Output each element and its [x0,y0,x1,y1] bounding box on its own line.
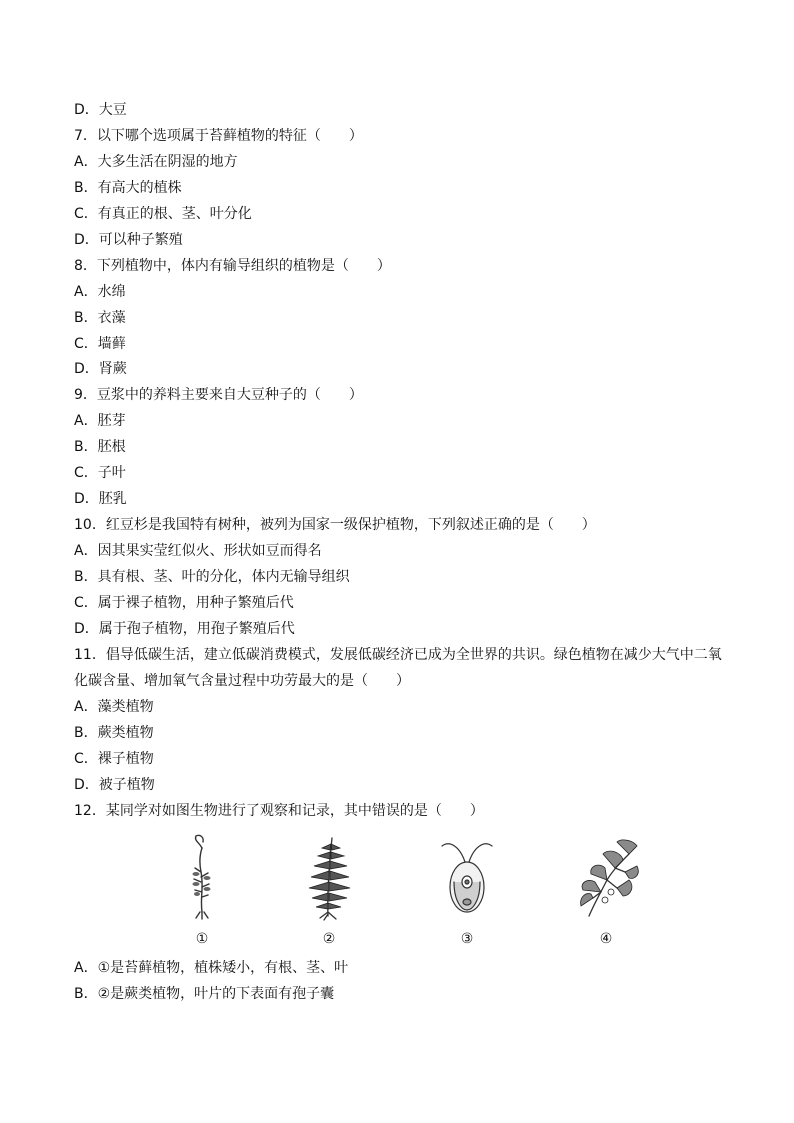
question-12: 12．某同学对如图生物进行了观察和记录，其中错误的是（ ） [74,803,484,819]
option-line: A．因其果实莹红似火、形状如豆而得名 [74,543,322,559]
option-line: D．被子植物 [74,777,155,793]
question-8: 8．下列植物中，体内有输导组织的植物是（ ） [74,258,391,274]
figure-1 [147,832,257,952]
chlamydomonas-algae-icon [432,832,502,922]
option-line: A．①是苔藓植物，植株矮小，有根、茎、叶 [74,960,349,976]
option-line: D．可以种子繁殖 [74,232,183,248]
fern-leaf-icon [294,832,364,922]
option-line: B．衣藻 [74,310,126,326]
option-line: A．胚芽 [74,413,126,429]
option-line: A．大多生活在阴湿的地方 [74,154,238,170]
figure-4-label: ④ [599,931,613,947]
text-line: D．大豆 [74,102,127,118]
option-line: C．属于裸子植物，用种子繁殖后代 [74,595,294,611]
option-line: B．胚根 [74,439,126,455]
option-line: D．属于孢子植物，用孢子繁殖后代 [74,621,295,637]
option-line: C．墙藓 [74,336,126,352]
question-10: 10．红豆杉是我国特有树种，被列为国家一级保护植物，下列叙述正确的是（ ） [74,517,596,533]
question-11-cont: 化碳含量、增加氧气含量过程中功劳最大的是（ ） [74,673,410,689]
figure-3-label: ③ [460,931,474,947]
option-line: C．有真正的根、茎、叶分化 [74,206,252,222]
figure-3 [412,832,522,952]
organism-figure-row [0,832,794,952]
option-line: B．蕨类植物 [74,725,154,741]
option-line: B．②是蕨类植物，叶片的下表面有孢子囊 [74,986,335,1002]
figure-1-label: ① [195,931,209,947]
option-line: D．胚乳 [74,491,127,507]
moss-plant-icon [182,832,222,922]
figure-2 [274,832,384,952]
figure-4 [551,832,661,952]
option-line: C．裸子植物 [74,751,154,767]
question-9: 9．豆浆中的养料主要来自大豆种子的（ ） [74,387,363,403]
option-line: B．有高大的植株 [74,180,182,196]
ginkgo-branch-icon [571,832,641,922]
option-line: A．水绵 [74,284,126,300]
option-line: B．具有根、茎、叶的分化，体内无输导组织 [74,569,350,585]
option-line: A．藻类植物 [74,699,154,715]
question-11: 11．倡导低碳生活，建立低碳消费模式，发展低碳经济已成为全世界的共识。绿色植物在减少大气中二氧 [74,647,722,663]
option-line: C．子叶 [74,465,126,481]
question-7: 7．以下哪个选项属于苔藓植物的特征（ ） [74,128,363,144]
figure-2-label: ② [322,931,336,947]
option-line: D．肾蕨 [74,361,127,377]
